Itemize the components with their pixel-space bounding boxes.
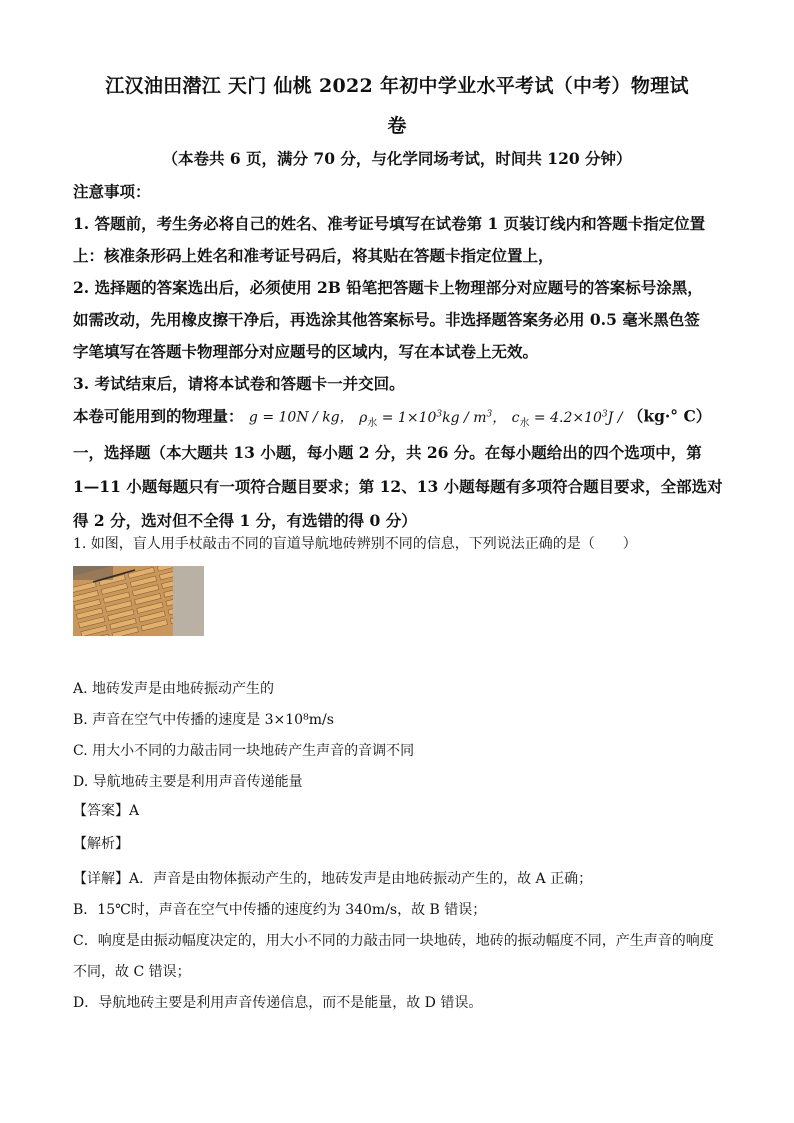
section-line: 一，选择题（本大题共 13 小题，每小题 2 分，共 26 分。在每小题给出的四个选项中，第 [73,443,702,462]
question-1-stem: 1. 如图，盲人用手杖敲击不同的盲道导航地砖辨别不同的信息，下列说法正确的是（ ） [73,536,637,552]
specific-heat-unit: （kg·° C） [627,406,712,426]
title-line-1: 江汉油田潜江 天门 仙桃 2022 年初中学业水平考试（中考）物理试 [105,75,689,97]
note-line: 字笔填写在答题卡物理部分对应题号的区域内，写在本试卷上无效。 [73,342,539,361]
explanation-line: B．15℃时，声音在空气中传播的速度约为 340m/s，故 B 错误； [73,902,487,918]
question-1-options [73,678,725,802]
tactile-paving-illustration [73,566,204,636]
title-line-2: 卷 [387,115,407,137]
option-c: C. 用大小不同的力敲击同一块地砖产生声音的音调不同 [73,743,415,759]
analysis-tag: 【解析】 [73,836,129,852]
note-line: 如需改动，先用橡皮擦干净后，再选涂其他答案标号。非选择题答案务必用 0.5 毫米黑色签 [73,310,700,329]
option-b: B. 声音在空气中传播的速度是 3×10⁸m/s [73,712,334,728]
explanation [73,864,725,1019]
option-a: A. 地砖发声是由地砖振动产生的 [73,681,275,697]
explanation-line: D．导航地砖主要是利用声音传递信息，而不是能量，故 D 错误。 [73,995,483,1011]
exam-title [72,66,722,146]
section-header [73,436,725,538]
water-specific-heat: $c_水 = 4.2\times 10^3J$ / [511,409,623,429]
answer-tag: 【答案】 [73,803,129,819]
water-density: $\rho_水 = 1\times 10^3kg / m^3$， [359,409,507,429]
detail-tag: 【详解】 [73,871,129,887]
note-line: 上：核准条形码上姓名和准考证号码后，将其贴在答题卡指定位置上， [73,246,554,265]
section-line: 得 2 分，选对但不全得 1 分，有选错的得 0 分） [73,511,417,530]
notes-heading: 注意事项： [73,182,151,201]
explanation-line: C．响度是由振动幅度决定的，用大小不同的力敲击同一块地砖，地砖的振动幅度不同，产生声音的响度 [73,933,714,949]
note-line: 3. 考试结束后，请将本试卷和答题卡一并交回。 [73,374,405,393]
tactile-paving-photo [73,566,204,636]
answer-value: A [129,803,140,819]
physical-constants [73,400,725,437]
exam-subtitle: （本卷共 6 页，满分 70 分，与化学同场考试，时间共 120 分钟） [162,149,632,168]
gravity-constant: g = 10N / kg， [248,409,354,426]
explanation-line: 【详解】A．声音是由物体振动产生的，地砖发声是由地砖振动产生的，故 A 正确； [73,871,593,887]
note-line: 2. 选择题的答案选出后，必须使用 2B 铅笔把答题卡上物理部分对应题号的答案标号涂黑， [73,278,703,297]
constants-label: 本卷可能用到的物理量： [73,406,244,426]
answer-line [73,800,139,822]
option-d: D. 导航地砖主要是利用声音传递能量 [73,774,303,790]
explanation-line: 不同，故 C 错误； [73,964,191,980]
notes-list [73,208,725,400]
note-line: 1. 答题前，考生务必将自己的姓名、准考证号填写在试卷第 1 页装订线内和答题卡指定位置 [73,214,706,233]
section-line: 1—11 小题每题只有一项符合题目要求；第 12、13 小题每题有多项符合题目要求，全部选对 [73,477,723,496]
